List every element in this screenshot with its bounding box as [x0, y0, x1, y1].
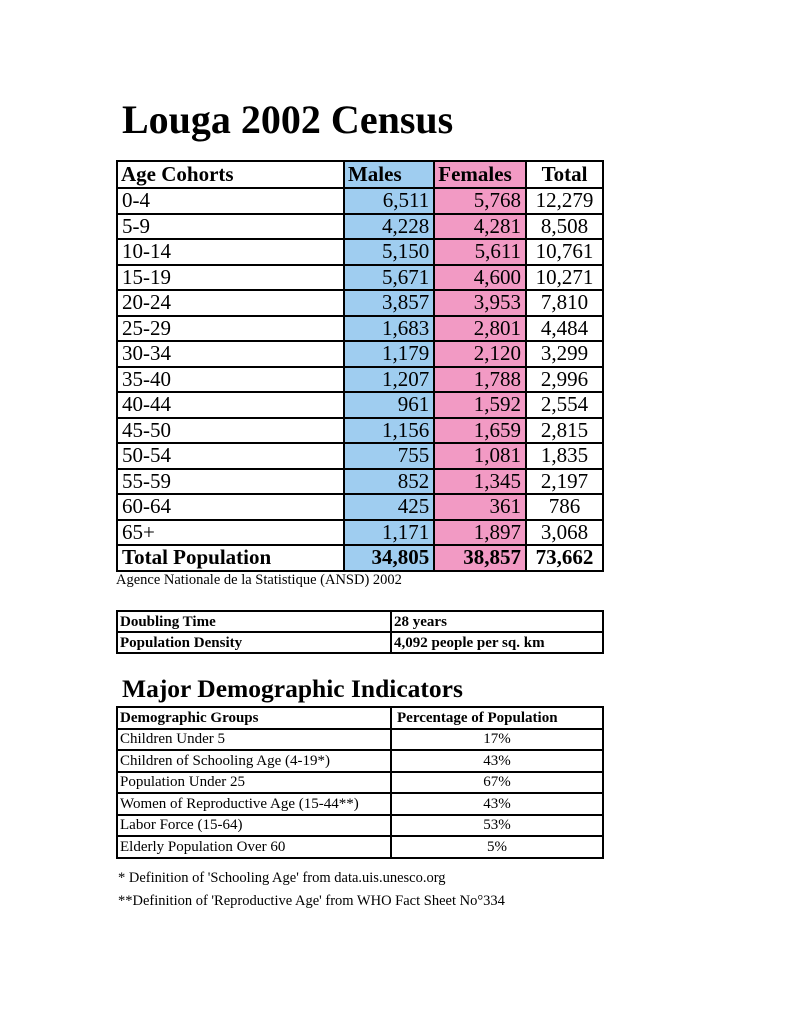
total-cell: 786: [526, 494, 603, 520]
age-cohort-cell: 40-44: [117, 392, 344, 418]
facts-table: [116, 610, 604, 654]
indicator-percentage-cell: 5%: [391, 836, 603, 858]
census-row: [117, 188, 603, 214]
census-table: [116, 160, 604, 572]
indicator-row: [117, 815, 603, 837]
age-cohort-cell: 10-14: [117, 239, 344, 265]
females-cell: 4,281: [434, 214, 526, 240]
males-cell: 1,171: [344, 520, 434, 546]
females-cell: 5,611: [434, 239, 526, 265]
doubling-time-label: Doubling Time: [117, 611, 391, 632]
age-cohort-cell: 15-19: [117, 265, 344, 291]
males-cell: 3,857: [344, 290, 434, 316]
age-cohort-cell: 55-59: [117, 469, 344, 495]
indicator-percentage-cell: 43%: [391, 793, 603, 815]
indicator-percentage-cell: 53%: [391, 815, 603, 837]
total-cell: 12,279: [526, 188, 603, 214]
females-cell: 1,592: [434, 392, 526, 418]
indicator-percentage-cell: 17%: [391, 729, 603, 751]
total-cell: 2,554: [526, 392, 603, 418]
census-row: [117, 494, 603, 520]
total-cell: 10,271: [526, 265, 603, 291]
males-cell: 1,179: [344, 341, 434, 367]
census-row: [117, 265, 603, 291]
females-cell: 2,801: [434, 316, 526, 342]
indicator-row: [117, 772, 603, 794]
population-density-value: 4,092 people per sq. km: [391, 632, 603, 653]
census-row: [117, 239, 603, 265]
header-males: Males: [344, 161, 434, 188]
population-density-label: Population Density: [117, 632, 391, 653]
census-row: [117, 367, 603, 393]
population-density-row: [117, 632, 603, 653]
header-demographic-groups: Demographic Groups: [117, 707, 391, 729]
indicator-group-cell: Children Under 5: [117, 729, 391, 751]
total-cell: 3,299: [526, 341, 603, 367]
footnote-reproductive-age: **Definition of 'Reproductive Age' from WHO Fact Sheet No°334: [118, 893, 505, 909]
age-cohort-cell: 65+: [117, 520, 344, 546]
page-title: Louga 2002 Census: [122, 97, 454, 142]
header-percentage: Percentage of Population: [391, 707, 603, 729]
census-row: [117, 520, 603, 546]
females-cell: 3,953: [434, 290, 526, 316]
indicators-table: [116, 706, 604, 859]
females-cell: 2,120: [434, 341, 526, 367]
males-cell: 5,150: [344, 239, 434, 265]
census-row: [117, 214, 603, 240]
census-total-row: [117, 545, 603, 571]
males-cell: 1,207: [344, 367, 434, 393]
indicators-heading: Major Demographic Indicators: [122, 674, 463, 703]
age-cohort-cell: 30-34: [117, 341, 344, 367]
total-cell: 2,197: [526, 469, 603, 495]
males-cell: 1,156: [344, 418, 434, 444]
indicator-group-cell: Women of Reproductive Age (15-44**): [117, 793, 391, 815]
total-population: 73,662: [526, 545, 603, 571]
total-cell: 2,996: [526, 367, 603, 393]
males-cell: 961: [344, 392, 434, 418]
total-males: 34,805: [344, 545, 434, 571]
females-cell: 361: [434, 494, 526, 520]
total-cell: 7,810: [526, 290, 603, 316]
age-cohort-cell: 25-29: [117, 316, 344, 342]
age-cohort-cell: 35-40: [117, 367, 344, 393]
header-females: Females: [434, 161, 526, 188]
total-cell: 10,761: [526, 239, 603, 265]
total-cell: 4,484: [526, 316, 603, 342]
indicator-group-cell: Elderly Population Over 60: [117, 836, 391, 858]
age-cohort-cell: 0-4: [117, 188, 344, 214]
females-cell: 1,788: [434, 367, 526, 393]
males-cell: 5,671: [344, 265, 434, 291]
census-header-row: [117, 161, 603, 188]
doubling-time-value: 28 years: [391, 611, 603, 632]
age-cohort-cell: 20-24: [117, 290, 344, 316]
census-row: [117, 418, 603, 444]
females-cell: 5,768: [434, 188, 526, 214]
census-row: [117, 469, 603, 495]
census-row: [117, 392, 603, 418]
total-cell: 1,835: [526, 443, 603, 469]
census-row: [117, 443, 603, 469]
age-cohort-cell: 50-54: [117, 443, 344, 469]
census-row: [117, 290, 603, 316]
header-age-cohorts: Age Cohorts: [117, 161, 344, 188]
census-row: [117, 316, 603, 342]
males-cell: 852: [344, 469, 434, 495]
females-cell: 1,345: [434, 469, 526, 495]
footnote-schooling-age: * Definition of 'Schooling Age' from data.uis.unesco.org: [118, 870, 446, 886]
total-females: 38,857: [434, 545, 526, 571]
indicator-group-cell: Population Under 25: [117, 772, 391, 794]
total-cell: 2,815: [526, 418, 603, 444]
indicators-header-row: [117, 707, 603, 729]
females-cell: 1,659: [434, 418, 526, 444]
doubling-time-row: [117, 611, 603, 632]
total-cell: 8,508: [526, 214, 603, 240]
header-total: Total: [526, 161, 603, 188]
indicator-group-cell: Children of Schooling Age (4-19*): [117, 750, 391, 772]
males-cell: 4,228: [344, 214, 434, 240]
indicator-group-cell: Labor Force (15-64): [117, 815, 391, 837]
census-row: [117, 341, 603, 367]
source-citation: Agence Nationale de la Statistique (ANSD) 2002: [116, 572, 402, 588]
females-cell: 4,600: [434, 265, 526, 291]
females-cell: 1,897: [434, 520, 526, 546]
indicator-row: [117, 750, 603, 772]
females-cell: 1,081: [434, 443, 526, 469]
total-cell: 3,068: [526, 520, 603, 546]
age-cohort-cell: 60-64: [117, 494, 344, 520]
males-cell: 6,511: [344, 188, 434, 214]
indicator-row: [117, 729, 603, 751]
age-cohort-cell: 45-50: [117, 418, 344, 444]
males-cell: 1,683: [344, 316, 434, 342]
indicator-percentage-cell: 43%: [391, 750, 603, 772]
indicator-row: [117, 836, 603, 858]
indicator-row: [117, 793, 603, 815]
age-cohort-cell: 5-9: [117, 214, 344, 240]
total-label: Total Population: [117, 545, 344, 571]
indicator-percentage-cell: 67%: [391, 772, 603, 794]
males-cell: 755: [344, 443, 434, 469]
males-cell: 425: [344, 494, 434, 520]
